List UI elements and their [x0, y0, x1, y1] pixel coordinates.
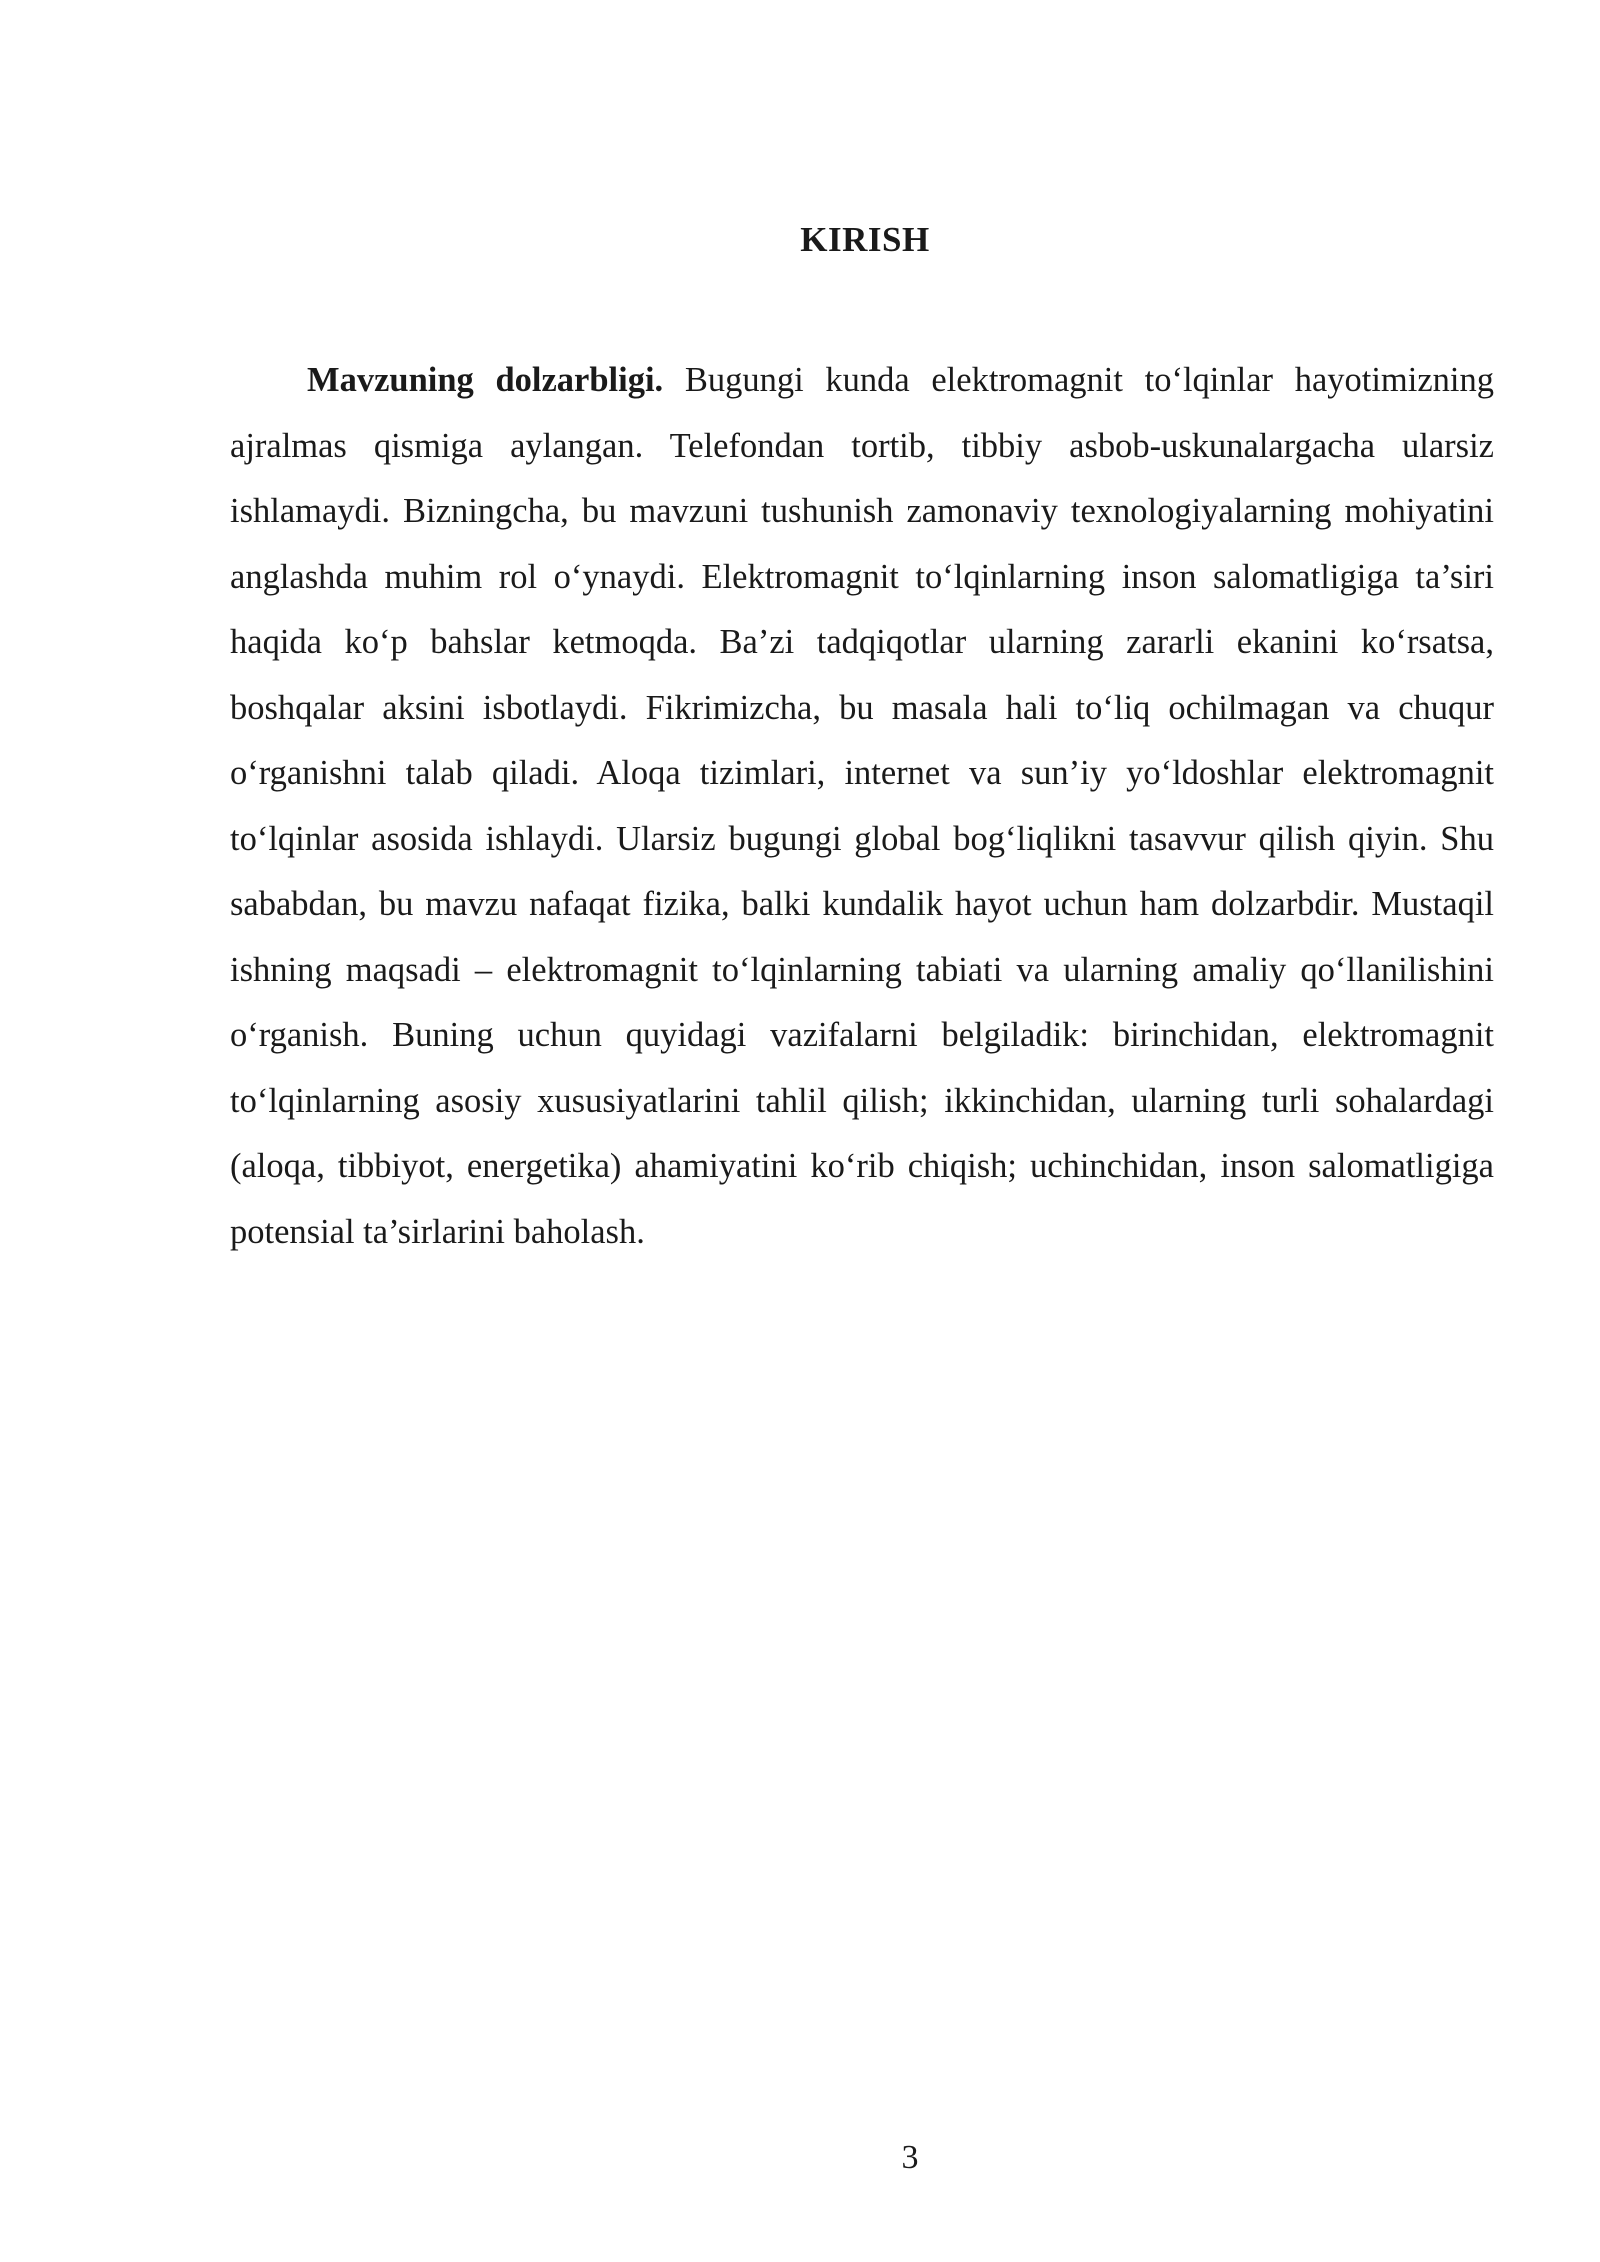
paragraph-text: Bugungi kunda elektromagnit to‘lqinlar hayotimizning ajralmas qismiga aylangan. Telefondan tortib, tibbiy asbob-uskunalargacha ularsiz ishlamaydi. Bizningcha, bu mavzuni tushunish zamonaviy texnologiyalarning mohiyatini anglashda muhim rol o‘ynaydi. Elektromagnit to‘lqinlarning inson salomatligiga ta’siri haqida ko‘p bahslar ketmoqda. Ba’zi tadqiqotlar ularning zararli ekanini ko‘rsatsa, boshqalar aksini isbotlaydi. Fikrimizcha, bu masala hali to‘liq ochilmagan va chuqur o‘rganishni talab qiladi. Aloqa tizimlari, internet va sun’iy yo‘ldoshlar elektromagnit to‘lqinlar asosida ishlaydi. Ularsiz bugungi global bog‘liqlikni tasavvur qilish qiyin. Shu sababdan, bu mavzu nafaqat fizika, balki kundalik hayot uchun ham dolzarbdir. Mustaqil ishning maqsadi – elektromagnit to‘lqinlarning tabiati va ularning amaliy qo‘llanilishini o‘rganish. Buning uchun quyidagi vazifalarni belgiladik: birinchidan, elektromagnit to‘lqinlarning asosiy xususiyatlarini tahlil qilish; ikkinchidan, ularning turli sohalardagi (aloqa, tibbiyot, energetika) ahamiyatini ko‘rib chiqish; uchinchidan, inson salomatligiga potensial ta’sirlarini baholash.: [230, 361, 1495, 1251]
body-paragraph: [230, 348, 1494, 1265]
section-heading: KIRISH: [800, 220, 930, 259]
page-number: 3: [901, 2139, 919, 2176]
paragraph-lead: Mavzuning dolzarbligi.: [307, 361, 664, 399]
